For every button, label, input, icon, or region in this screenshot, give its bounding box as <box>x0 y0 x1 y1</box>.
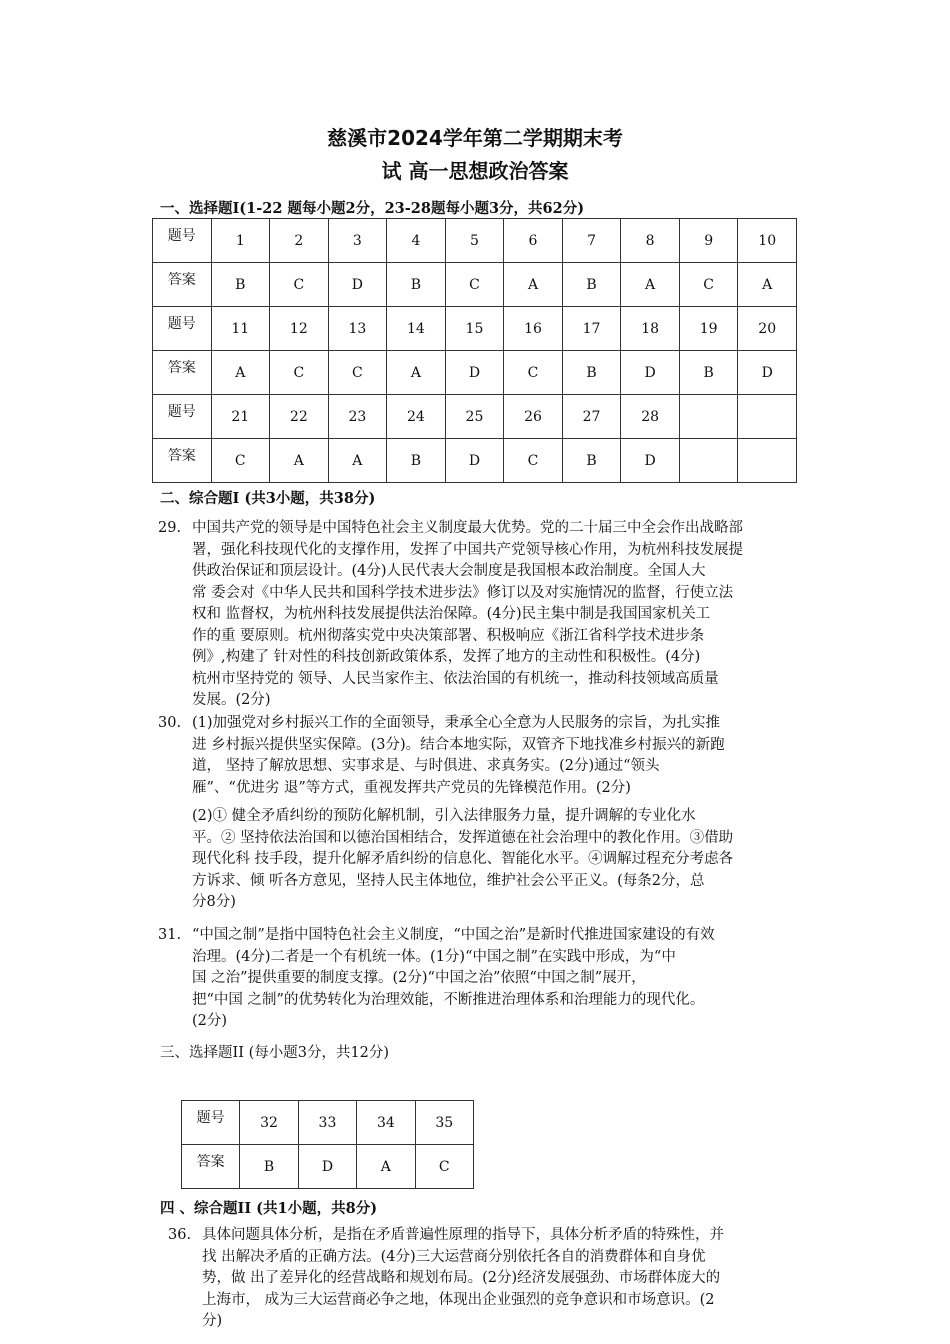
text-line: 署，强化科技现代化的支撑作用，发挥了中国共产党领导核心作用，为杭州科技发展提 <box>192 541 743 558</box>
table-row <box>153 263 797 307</box>
table-row <box>182 1145 474 1189</box>
table-cell: 1 <box>211 219 270 263</box>
table-cell: B <box>562 263 621 307</box>
table-cell: D <box>621 439 680 483</box>
text-line: 发展。(2分) <box>192 692 271 708</box>
table-cell: 17 <box>562 307 621 351</box>
text-line: “中国之制”是指中国特色社会主义制度，“中国之治”是新时代推进国家建设的有效 <box>192 927 715 943</box>
text-line: 国 之治”提供重要的制度支撑。(2分)“中国之治”依照“中国之制”展开， <box>192 970 646 986</box>
table-cell: A <box>357 1145 415 1189</box>
table-row <box>153 395 797 439</box>
table-cell: C <box>504 351 563 395</box>
table-cell: D <box>738 351 797 395</box>
table-cell: 8 <box>621 219 680 263</box>
question-number: 36. <box>168 1227 192 1243</box>
table-cell: 3 <box>328 219 387 263</box>
row-label: 答案 <box>153 263 212 307</box>
table-cell: 9 <box>679 219 738 263</box>
table-cell: C <box>270 263 329 307</box>
text-line: 治理。(4分)二者是一个有机统一体。(1分)“中国之制”在实践中形成，为“中 <box>192 948 676 965</box>
table-cell: 16 <box>504 307 563 351</box>
table-cell: 14 <box>387 307 446 351</box>
table-cell: 28 <box>621 395 680 439</box>
table-cell: C <box>211 439 270 483</box>
table-row <box>153 307 797 351</box>
question-36 <box>168 1225 724 1333</box>
table-cell <box>738 439 797 483</box>
text-line: (2分) <box>192 1013 228 1029</box>
table-cell <box>738 395 797 439</box>
text-line: 上海市， 成为三大运营商必争之地，体现出企业强烈的竞争意识和市场意识。(2 <box>202 1291 715 1308</box>
table-cell: 26 <box>504 395 563 439</box>
table-cell: B <box>387 439 446 483</box>
text-line: 道， 坚持了解放思想、实事求是、与时俱进、求真务实。(2分)通过“领头 <box>192 758 660 774</box>
text-line: (2)① 健全矛盾纠纷的预防化解机制，引入法律服务力量，提升调解的专业化水 <box>192 808 696 824</box>
question-number: 31. <box>158 927 182 943</box>
table-cell: 2 <box>270 219 329 263</box>
table-row <box>153 439 797 483</box>
table-cell: 5 <box>445 219 504 263</box>
text-line: 常 委会对《中华人民共和国科学技术进步法》修订以及对实施情况的监督，行使立法 <box>192 584 734 601</box>
table-cell: D <box>445 439 504 483</box>
table-cell: A <box>211 351 270 395</box>
table-cell: 24 <box>387 395 446 439</box>
text-line: 分) <box>202 1313 223 1329</box>
page-title-line1: 慈溪市2024学年第二学期期末考 <box>327 126 623 150</box>
text-line: 具体问题具体分析，是指在矛盾普遍性原理的指导下，具体分析矛盾的特殊性，并 <box>202 1227 724 1243</box>
question-29 <box>158 518 743 712</box>
row-label: 题号 <box>153 395 212 439</box>
answer-table-1 <box>152 218 797 483</box>
table-cell: 23 <box>328 395 387 439</box>
question-30-part1 <box>158 713 725 799</box>
table-cell: C <box>270 351 329 395</box>
table-cell: B <box>240 1145 298 1189</box>
table-cell: D <box>445 351 504 395</box>
table-cell: 18 <box>621 307 680 351</box>
text-line: 雁”、“优进劣 退”等方式，重视发挥共产党员的先锋模范作用。(2分) <box>192 779 631 796</box>
table-cell: 32 <box>240 1101 298 1145</box>
table-cell: A <box>504 263 563 307</box>
row-label: 答案 <box>182 1145 240 1189</box>
question-number: 29. <box>158 520 182 536</box>
table-cell: D <box>328 263 387 307</box>
table-cell: 33 <box>298 1101 356 1145</box>
text-line: 例》,构建了 针对性的科技创新政策体系，发挥了地方的主动性和积极性。(4分) <box>192 649 701 665</box>
section1-heading: 一、选择题I(1-22 题每小题2分，23-28题每小题3分，共62分) <box>160 200 585 217</box>
table-cell: B <box>562 439 621 483</box>
text-line: 权和 监督权，为杭州科技发展提供法治保障。(4分)民主集中制是我国国家机关工 <box>192 606 711 622</box>
table-cell: 6 <box>504 219 563 263</box>
table-cell: 35 <box>415 1101 473 1145</box>
row-label: 答案 <box>153 351 212 395</box>
table-cell: 21 <box>211 395 270 439</box>
text-line: 平。② 坚持依法治国和以德治国相结合，发挥道德在社会治理中的教化作用。③借助 <box>192 829 734 846</box>
table-cell: 10 <box>738 219 797 263</box>
table-cell <box>679 395 738 439</box>
text-line: 方诉求、倾 听各方意见，坚持人民主体地位，维护社会公平正义。(每条2分，总 <box>192 872 705 889</box>
text-line: 进 乡村振兴提供坚实保障。(3分)。结合本地实际，双管齐下地找准乡村振兴的新跑 <box>192 736 725 753</box>
table-cell: D <box>621 351 680 395</box>
text-line: 势，做 出了差异化的经营战略和规划布局。(2分)经济发展强劲、市场群体庞大的 <box>202 1270 721 1286</box>
text-line: 现代化科 技手段，提升化解矛盾纠纷的信息化、智能化水平。④调解过程充分考虑各 <box>192 851 734 867</box>
text-line: 杭州市坚持党的 领导、人民当家作主、依法治国的有机统一，推动科技领域高质量 <box>192 670 719 687</box>
table-cell: 7 <box>562 219 621 263</box>
table-cell <box>679 439 738 483</box>
table-cell: A <box>738 263 797 307</box>
text-line: 作的重 要原则。杭州彻落实党中央决策部署、积极响应《浙江省科学技术进步条 <box>192 627 705 644</box>
table-row <box>153 351 797 395</box>
table-cell: C <box>328 351 387 395</box>
table-cell: B <box>562 351 621 395</box>
table-cell: C <box>504 439 563 483</box>
table-cell: 19 <box>679 307 738 351</box>
answer-table-3 <box>181 1100 474 1189</box>
table-cell: 12 <box>270 307 329 351</box>
table-cell: A <box>328 439 387 483</box>
row-label: 题号 <box>153 219 212 263</box>
table-cell: 4 <box>387 219 446 263</box>
text-line: (1)加强党对乡村振兴工作的全面领导，秉承全心全意为人民服务的宗旨，为扎实推 <box>192 715 721 731</box>
question-30-part2 <box>192 806 733 914</box>
table-cell: 13 <box>328 307 387 351</box>
text-line: 分8分) <box>192 894 236 910</box>
section3-heading: 三、选择题II (每小题3分，共12分) <box>160 1045 390 1061</box>
table-cell: A <box>270 439 329 483</box>
row-label: 题号 <box>182 1101 240 1145</box>
section4-heading: 四 、综合题II (共1小题，共8分) <box>160 1200 378 1217</box>
table-cell: 15 <box>445 307 504 351</box>
table-cell: C <box>445 263 504 307</box>
text-line: 中国共产党的领导是中国特色社会主义制度最大优势。党的二十届三中全会作出战略部 <box>192 520 743 536</box>
table-cell: A <box>621 263 680 307</box>
question-31 <box>158 925 715 1033</box>
table-cell: 34 <box>357 1101 415 1145</box>
row-label: 答案 <box>153 439 212 483</box>
table-cell: A <box>387 351 446 395</box>
table-cell: B <box>387 263 446 307</box>
table-cell: 27 <box>562 395 621 439</box>
page-title-line2: 试 高一思想政治答案 <box>381 159 569 183</box>
table-cell: D <box>298 1145 356 1189</box>
table-row <box>182 1101 474 1145</box>
table-cell: B <box>211 263 270 307</box>
table-cell: 11 <box>211 307 270 351</box>
text-line: 把“中国 之制”的优势转化为治理效能，不断推进治理体系和治理能力的现代化。 <box>192 991 705 1008</box>
text-line: 找 出解决矛盾的正确方法。(4分)三大运营商分别依托各自的消费群体和自身优 <box>202 1248 706 1265</box>
table-cell: C <box>679 263 738 307</box>
row-label: 题号 <box>153 307 212 351</box>
table-cell: B <box>679 351 738 395</box>
section2-heading: 二、综合题I (共3小题，共38分) <box>160 490 376 507</box>
text-line: 供政治保证和顶层设计。(4分)人民代表大会制度是我国根本政治制度。全国人大 <box>192 563 706 579</box>
table-cell: 20 <box>738 307 797 351</box>
question-number: 30. <box>158 715 182 731</box>
table-row <box>153 219 797 263</box>
table-cell: 25 <box>445 395 504 439</box>
table-cell: 22 <box>270 395 329 439</box>
table-cell: C <box>415 1145 473 1189</box>
